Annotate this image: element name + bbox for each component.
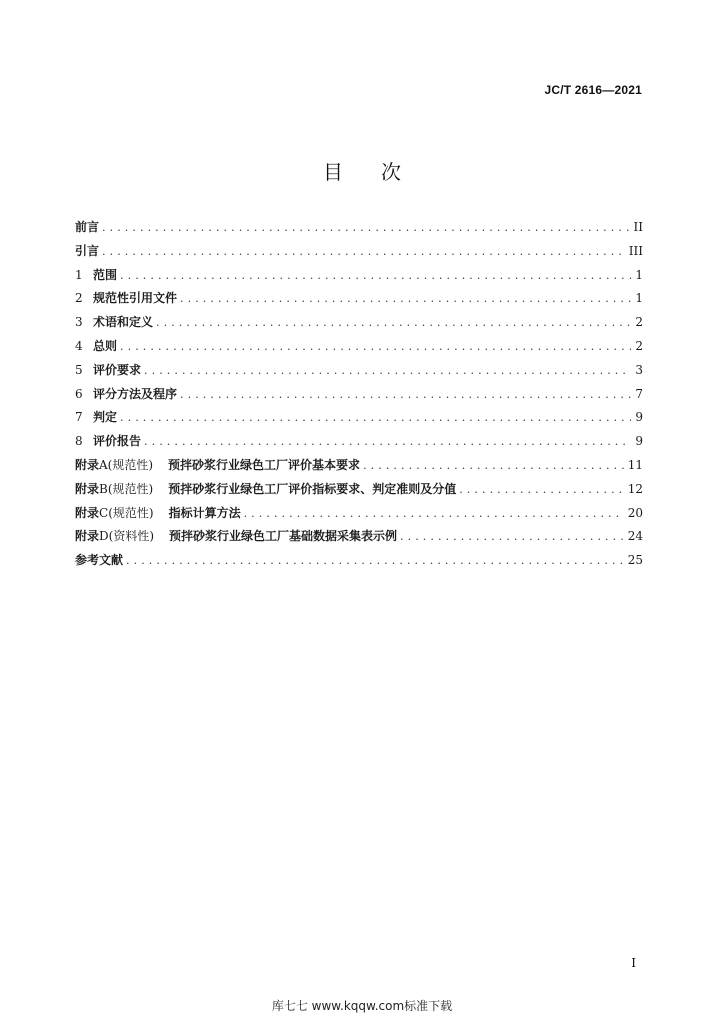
toc-entry-label: 术语和定义 xyxy=(93,315,154,330)
toc-leader-dots xyxy=(459,478,624,502)
toc-entry-page: 7 xyxy=(635,386,643,401)
toc-entry-label: 判定 xyxy=(93,410,118,425)
toc-entry-determination[interactable] xyxy=(75,406,643,430)
toc-entry-page: 1 xyxy=(635,291,643,306)
toc-annex-designation: C(规范性) xyxy=(99,505,154,520)
toc-entry-page: 9 xyxy=(635,410,643,425)
standard-code: JC/T 2616—2021 xyxy=(544,83,642,97)
page-number: I xyxy=(631,956,636,970)
toc-entry-annex-c[interactable] xyxy=(75,502,643,526)
toc-annex-designation: A(规范性) xyxy=(99,457,154,472)
toc-annex-title: 预拌砂浆行业绿色工厂评价指标要求、判定准则及分值 xyxy=(168,481,457,496)
toc-entry-general[interactable] xyxy=(75,335,643,359)
toc-entry-annex-a[interactable] xyxy=(75,454,643,478)
toc-annex-prefix: 附录 xyxy=(75,505,100,520)
toc-leader-dots xyxy=(144,359,631,383)
toc-annex-prefix: 附录 xyxy=(75,457,100,472)
toc-leader-dots xyxy=(120,335,631,359)
toc-entry-label: 评分方法及程序 xyxy=(93,386,178,401)
toc-entry-number: 5 xyxy=(75,362,83,377)
toc-entry-number: 3 xyxy=(75,315,83,330)
toc-entry-page: 9 xyxy=(635,434,643,449)
toc-entry-number: 1 xyxy=(75,267,83,282)
toc-entry-page: 11 xyxy=(627,457,643,472)
toc-entry-normative-references[interactable] xyxy=(75,287,643,311)
toc-entry-number: 6 xyxy=(75,386,83,401)
toc-entry-page: 2 xyxy=(635,338,643,353)
toc-entry-page: II xyxy=(633,220,643,234)
toc-entry-page: III xyxy=(628,243,643,258)
toc-entry-number: 8 xyxy=(75,434,83,449)
page-title: 目次 xyxy=(323,160,439,184)
toc-leader-dots xyxy=(400,525,624,549)
toc-entry-label: 范围 xyxy=(93,267,118,282)
toc-annex-title: 指标计算方法 xyxy=(168,505,241,520)
toc-entry-number: 4 xyxy=(75,338,83,353)
toc-entry-scoring-method[interactable] xyxy=(75,383,643,407)
toc-entry-page: 1 xyxy=(635,267,643,282)
toc-entry-page: 2 xyxy=(635,315,643,330)
toc-leader-dots xyxy=(120,264,631,288)
toc-leader-dots xyxy=(120,406,631,430)
toc-annex-designation: B(规范性) xyxy=(99,481,154,496)
toc-entry-page: 25 xyxy=(627,553,643,568)
footer-watermark: 库七七 www.kqqw.com标准下载 xyxy=(271,999,453,1013)
toc-entry-label: 总则 xyxy=(93,338,118,353)
toc-entry-page: 12 xyxy=(627,481,643,496)
toc-entry-page: 3 xyxy=(635,362,643,377)
toc-leader-dots xyxy=(180,287,631,311)
toc-annex-designation: D(资料性) xyxy=(99,529,155,544)
toc-leader-dots xyxy=(363,454,624,478)
toc-entry-number: 2 xyxy=(75,291,83,306)
toc-entry-label: 引言 xyxy=(75,243,100,258)
toc-entry-bibliography[interactable] xyxy=(75,549,643,573)
toc-entry-annex-d[interactable] xyxy=(75,525,643,549)
toc-entry-page: 20 xyxy=(627,505,643,520)
toc-entry-evaluation-report[interactable] xyxy=(75,430,643,454)
toc-leader-dots xyxy=(144,430,631,454)
toc-annex-title: 预拌砂浆行业绿色工厂基础数据采集表示例 xyxy=(169,529,398,544)
toc-entry-scope[interactable] xyxy=(75,264,643,288)
toc-leader-dots xyxy=(126,549,624,573)
toc-entry-page: 24 xyxy=(627,529,643,544)
toc-entry-introduction[interactable] xyxy=(75,240,643,264)
toc-entry-label: 评价报告 xyxy=(93,434,142,449)
toc-entry-label: 规范性引用文件 xyxy=(93,291,178,306)
toc-annex-prefix: 附录 xyxy=(75,481,100,496)
toc-entry-label: 前言 xyxy=(75,220,100,234)
toc-leader-dots xyxy=(102,216,630,240)
toc-entry-annex-b[interactable] xyxy=(75,478,643,502)
toc-entry-label: 评价要求 xyxy=(93,362,142,377)
toc-leader-dots xyxy=(244,502,624,526)
toc-annex-prefix: 附录 xyxy=(75,529,100,544)
table-of-contents xyxy=(75,216,643,573)
toc-leader-dots xyxy=(180,383,631,407)
toc-entry-foreword[interactable] xyxy=(75,216,643,240)
toc-leader-dots xyxy=(102,240,625,264)
toc-leader-dots xyxy=(156,311,631,335)
toc-entry-label: 参考文献 xyxy=(75,553,124,568)
toc-entry-evaluation-requirements[interactable] xyxy=(75,359,643,383)
toc-entry-terms-definitions[interactable] xyxy=(75,311,643,335)
toc-entry-number: 7 xyxy=(75,410,83,425)
toc-annex-title: 预拌砂浆行业绿色工厂评价基本要求 xyxy=(168,457,361,472)
